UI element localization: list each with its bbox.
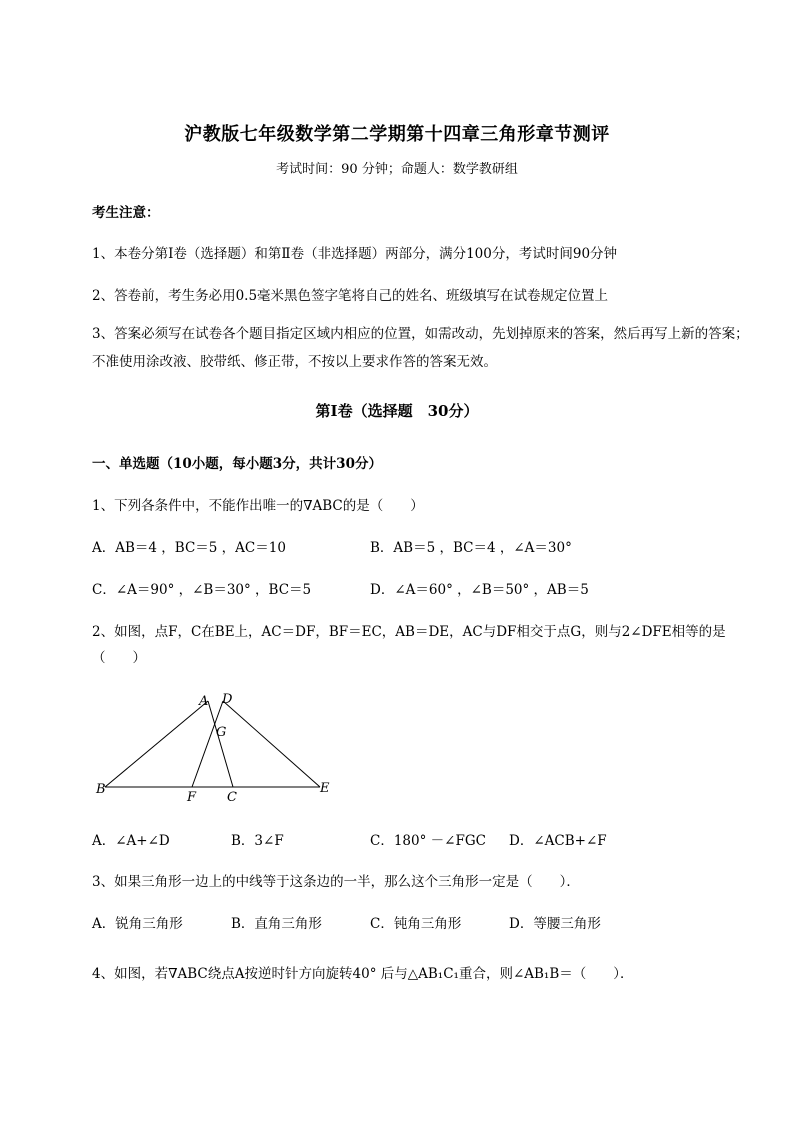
label-a: A	[199, 694, 209, 709]
question-4-stem: 4、如图，若∇ABC绕点A按逆时针方向旋转40° 后与△AB₁C₁重合，则∠AB₁B＝（ ）．	[92, 966, 634, 982]
segment-ac	[208, 701, 233, 787]
notice-item-1: 1、本卷分第Ⅰ卷（选择题）和第Ⅱ卷（非选择题）两部分，满分100分，考试时间90分钟	[92, 246, 618, 262]
question-1-option-d[interactable]: D．∠A＝60° ，∠B＝50° ，AB＝5	[370, 582, 589, 598]
question-1-option-c[interactable]: C．∠A＝90° ，∠B＝30° ，BC＝5	[92, 582, 312, 598]
question-2-option-b[interactable]: B．3∠F	[231, 833, 284, 849]
label-e: E	[320, 781, 330, 796]
question-2-option-d[interactable]: D．∠ACB+∠F	[509, 833, 607, 849]
section-title: 第Ⅰ卷（选择题 30分）	[315, 402, 479, 420]
question-3-option-a[interactable]: A．锐角三角形	[92, 916, 183, 932]
part-heading: 一、单选题（10小题，每小题3分，共计30分）	[92, 456, 382, 472]
question-2-stem-continued: （ ）	[92, 650, 146, 666]
label-f: F	[187, 790, 197, 805]
notice-item-3: 3、答案必须写在试卷各个题目指定区域内相应的位置，如需改动，先划掉原来的答案，然后再写上新的答案；不准使用涂改液、胶带纸、修正带，不按以上要求作答的答案无效。	[92, 326, 749, 370]
question-1-option-a[interactable]: A．AB＝4 ，BC＝5 ，AC＝10	[92, 540, 286, 556]
exam-info: 考试时间：90 分钟；命题人：数学教研组	[276, 162, 518, 177]
label-b: B	[96, 782, 106, 797]
question-2-stem: 2、如图，点F，C在BE上，AC＝DF，BF＝EC，AB＝DE，AC与DF相交于点G，则与2∠DFE相等的是	[92, 624, 726, 640]
question-1-option-b[interactable]: B．AB＝5 ，BC＝4 ，∠A＝30°	[370, 540, 572, 556]
question-3-option-c[interactable]: C．钝角三角形	[370, 916, 462, 932]
question-3-stem: 3、如果三角形一边上的中线等于这条边的一半，那么这个三角形一定是（ ）．	[92, 874, 580, 890]
segment-df	[192, 701, 223, 787]
label-d: D	[222, 692, 233, 707]
notice-heading: 考生注意：	[92, 205, 160, 221]
notice-item-2: 2、答卷前，考生务必用0.5毫米黑色签字笔将自己的姓名、班级填写在试卷规定位置上	[92, 288, 609, 304]
segment-de	[223, 701, 320, 787]
question-1-stem: 1、下列各条件中，不能作出唯一的∇ABC的是（ ）	[92, 498, 424, 514]
question-2-option-c[interactable]: C．180° －∠FGC	[370, 833, 486, 849]
label-g: G	[216, 725, 227, 740]
page-title: 沪教版七年级数学第二学期第十四章三角形章节测评	[184, 124, 610, 145]
question-2-option-a[interactable]: A．∠A+∠D	[92, 833, 170, 849]
segment-ab	[105, 701, 208, 787]
triangle-figure	[92, 688, 352, 813]
label-c: C	[227, 790, 237, 805]
question-3-option-d[interactable]: D．等腰三角形	[509, 916, 601, 932]
question-3-option-b[interactable]: B．直角三角形	[231, 916, 322, 932]
